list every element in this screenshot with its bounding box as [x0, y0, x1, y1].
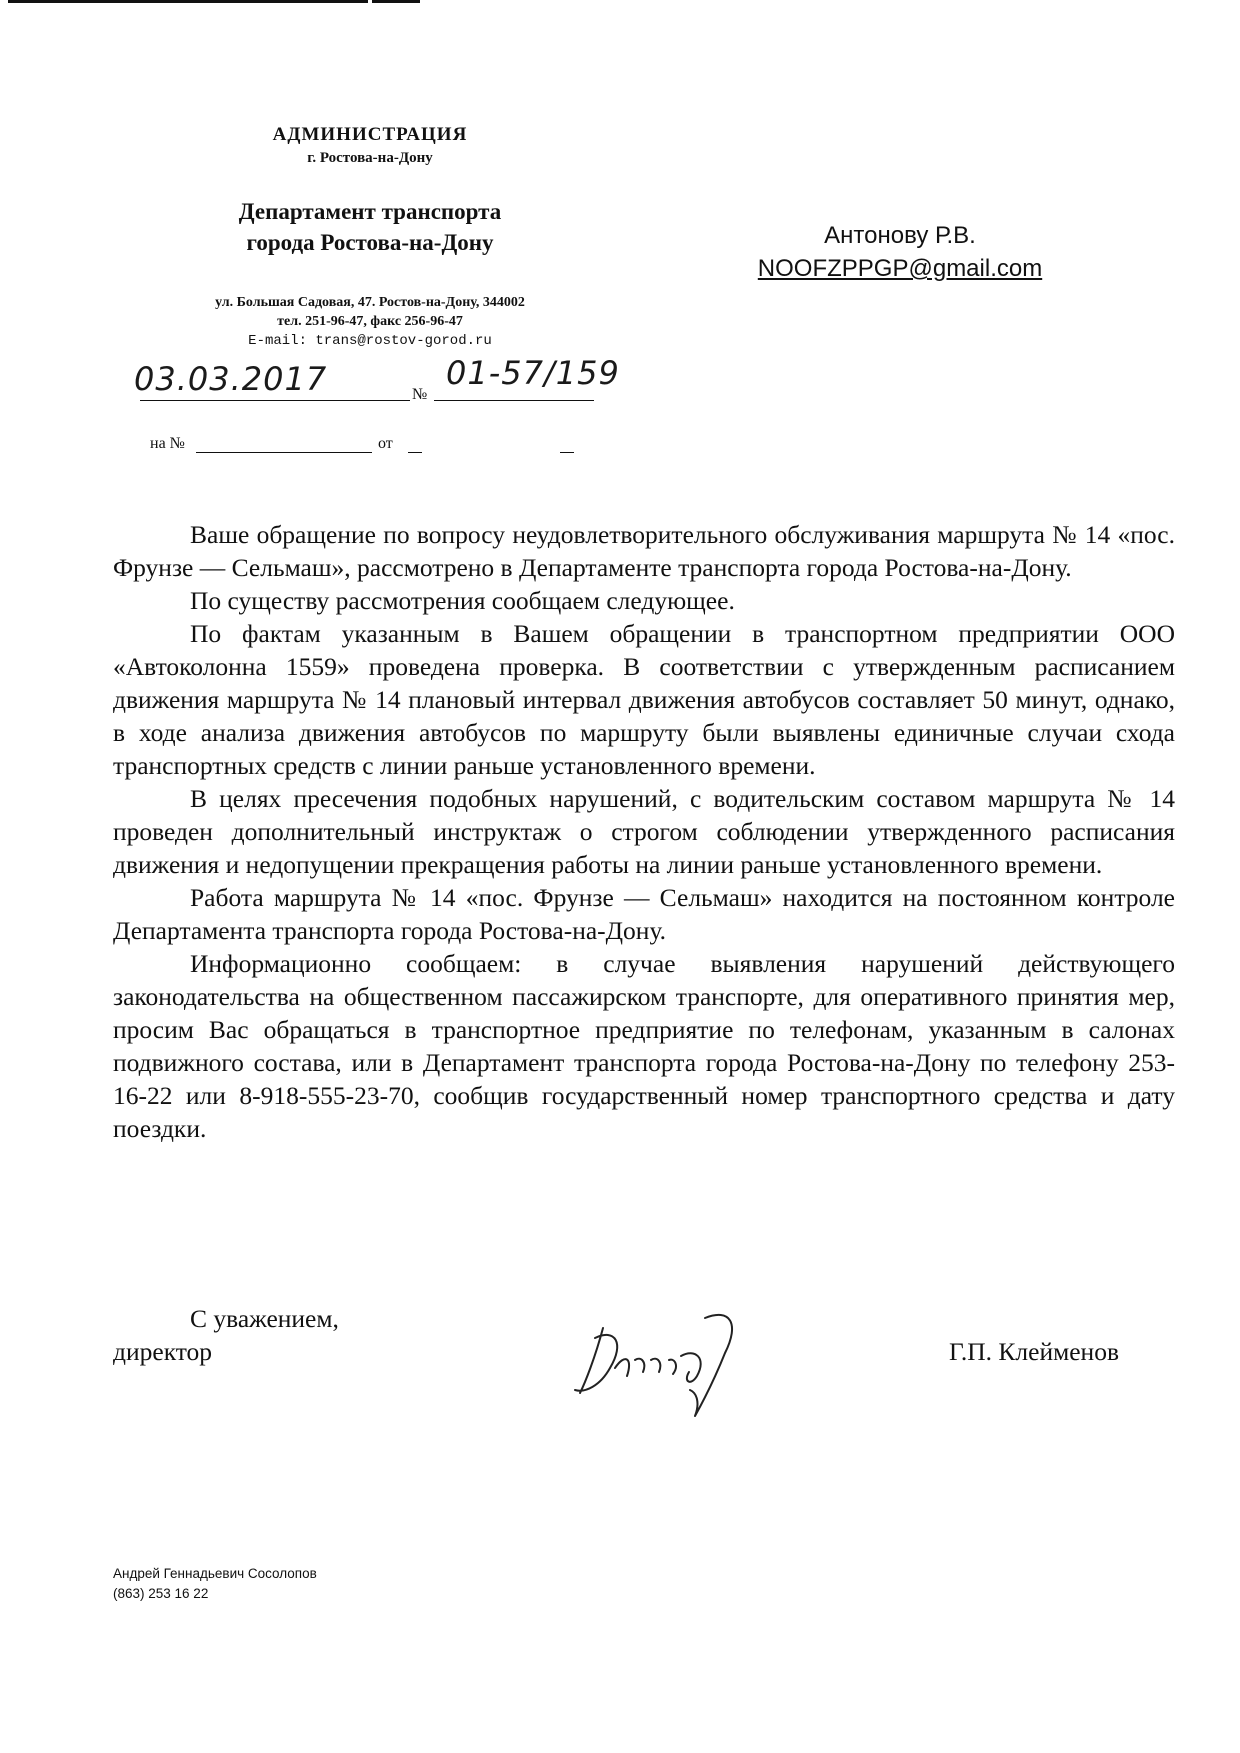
letterhead-department-line1: Департамент транспорта	[238, 199, 502, 224]
letterhead-department-line2: города Ростова-на-Дону	[246, 230, 494, 255]
reference-date-underline	[560, 452, 574, 453]
recipient-email: NOOFZPPGP@gmail.com	[757, 255, 1043, 282]
body-paragraph: В целях пресечения подобных нарушений, с водительским составом маршрута № 14 проведен дополнительный инструктаж о строгом соблюдении утвержденного расписания движения и недопущении прекращения работы на линии раньше установленного времени.	[113, 784, 1175, 879]
letterhead-email: E-mail: trans@rostov-gorod.ru	[248, 333, 492, 349]
registration-number-label: №	[412, 386, 428, 403]
body-paragraph: По фактам указанным в Вашем обращении в транспортном предприятии ООО «Автоколонна 1559» проведена проверка. В соответствии с утвержденным расписанием движения маршрута № 14 плановый интервал движения автобусов составляет 50 минут, однако, в ходе анализа движения автобусов по маршруту были выявлены единичные случаи схода транспортных средств с линии раньше установленного времени.	[113, 619, 1175, 780]
executor-name: Андрей Геннадьевич Сосолопов	[113, 1566, 317, 1581]
signature-image	[555, 1298, 785, 1428]
body-paragraph: По существу рассмотрения сообщаем следующее.	[190, 586, 735, 615]
letterhead-city: г. Ростова-на-Дону	[307, 150, 433, 166]
registration-date: 03.03.2017	[134, 360, 328, 398]
closing-regards: С уважением,	[190, 1304, 339, 1333]
reference-number-label: на №	[150, 435, 185, 452]
body-paragraph: Работа маршрута № 14 «пос. Фрунзе — Сельмаш» находится на постоянном контроле Департамента транспорта города Ростова-на-Дону.	[113, 883, 1175, 945]
signatory-name: Г.П. Клейменов	[949, 1337, 1119, 1366]
scan-edge-line	[372, 0, 420, 3]
reference-number-underline	[196, 452, 372, 453]
body-paragraph: Информационно сообщаем: в случае выявления нарушений действующего законодательства на общественном пассажирском транспорте, для оперативного принятия мер, просим Вас обращаться в транспортное предприятие по телефонам, указанным в салонах подвижного состава, или в Департамент транспорта города Ростова-на-Дону по телефону 253-16-22 или 8-918-555-23-70, сообщив государственный номер транспортного средства и дату поездки.	[113, 949, 1175, 1143]
letter-body	[113, 518, 1175, 1145]
number-underline	[434, 400, 594, 401]
body-paragraph: Ваше обращение по вопросу неудовлетворительного обслуживания маршрута № 14 «пос. Фрунзе — Сельмаш», рассмотрено в Департаменте транспорта города Ростова-на-Дону.	[113, 520, 1175, 582]
recipient-name: Антонову Р.В.	[824, 222, 976, 249]
reference-date-underline	[408, 452, 422, 453]
registration-number: 01-57/159	[446, 354, 620, 392]
registration-block	[128, 354, 688, 410]
reference-from-label: от	[378, 435, 393, 452]
letterhead-phones: тел. 251-96-47, факс 256-96-47	[277, 314, 463, 329]
date-underline	[140, 400, 410, 401]
closing-position: директор	[113, 1337, 213, 1366]
letterhead-address: ул. Большая Садовая, 47. Ростов-на-Дону, 344002	[215, 295, 525, 310]
letterhead-administration: АДМИНИСТРАЦИЯ	[272, 124, 468, 145]
scan-edge-line	[8, 0, 368, 3]
executor-phone: (863) 253 16 22	[113, 1586, 209, 1601]
